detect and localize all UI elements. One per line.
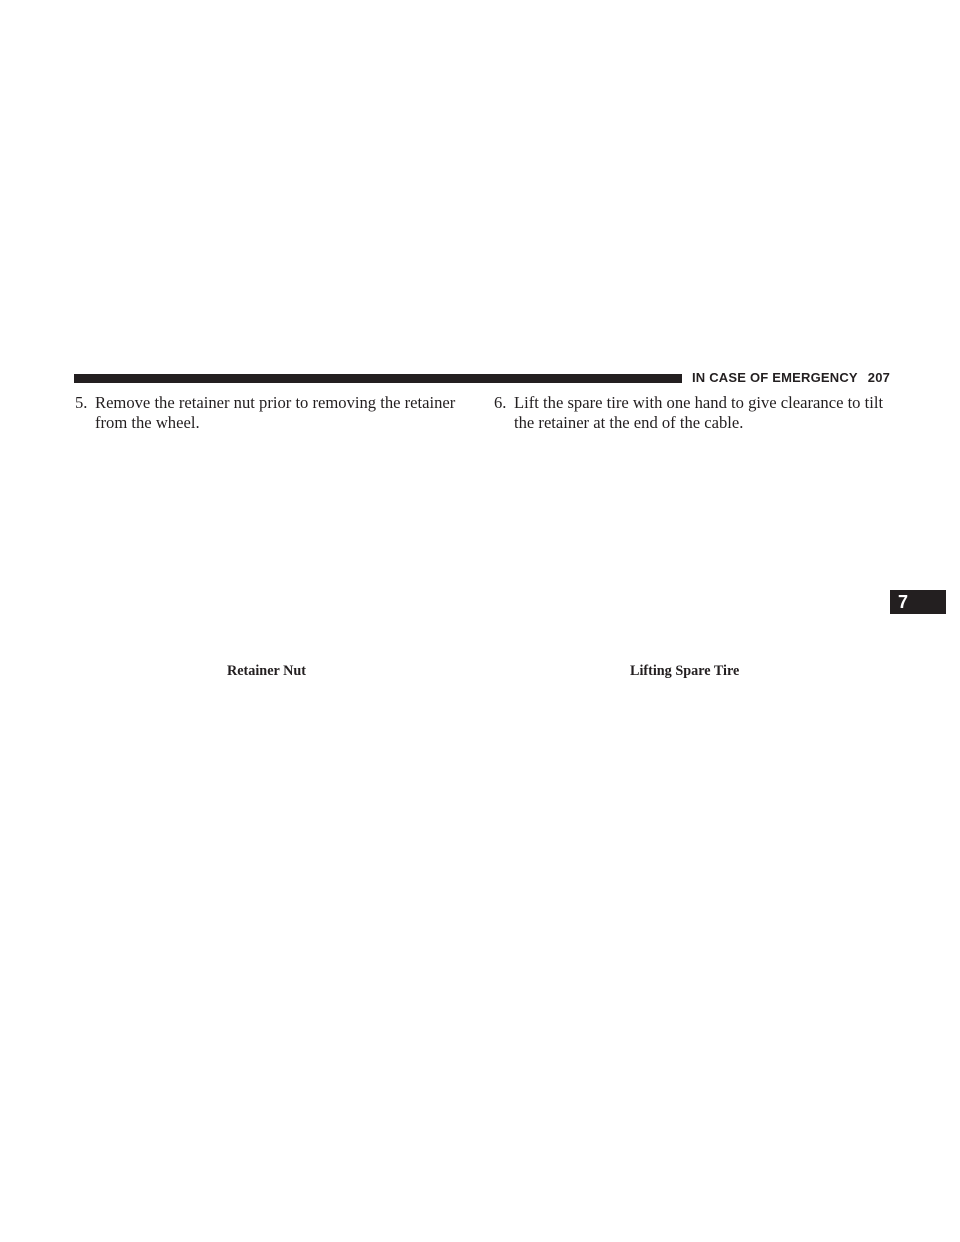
- page-number: 207: [867, 370, 891, 385]
- step-text: Lift the spare tire with one hand to give clearance to tilt the retainer at the end of the cable.: [514, 393, 884, 432]
- step-5: [75, 393, 470, 433]
- step-text: Remove the retainer nut prior to removing the retainer from the wheel.: [95, 393, 456, 432]
- section-title: IN CASE OF EMERGENCY: [692, 370, 858, 385]
- step-number: 6.: [494, 393, 507, 412]
- figure-caption-lifting-spare-tire: Lifting Spare Tire: [630, 663, 740, 679]
- running-header: [692, 369, 890, 386]
- figure-caption-retainer-nut: Retainer Nut: [227, 663, 306, 679]
- chapter-tab: 7: [890, 590, 946, 614]
- step-number: 5.: [75, 393, 88, 412]
- header-rule: [74, 374, 682, 383]
- step-6: [494, 393, 894, 433]
